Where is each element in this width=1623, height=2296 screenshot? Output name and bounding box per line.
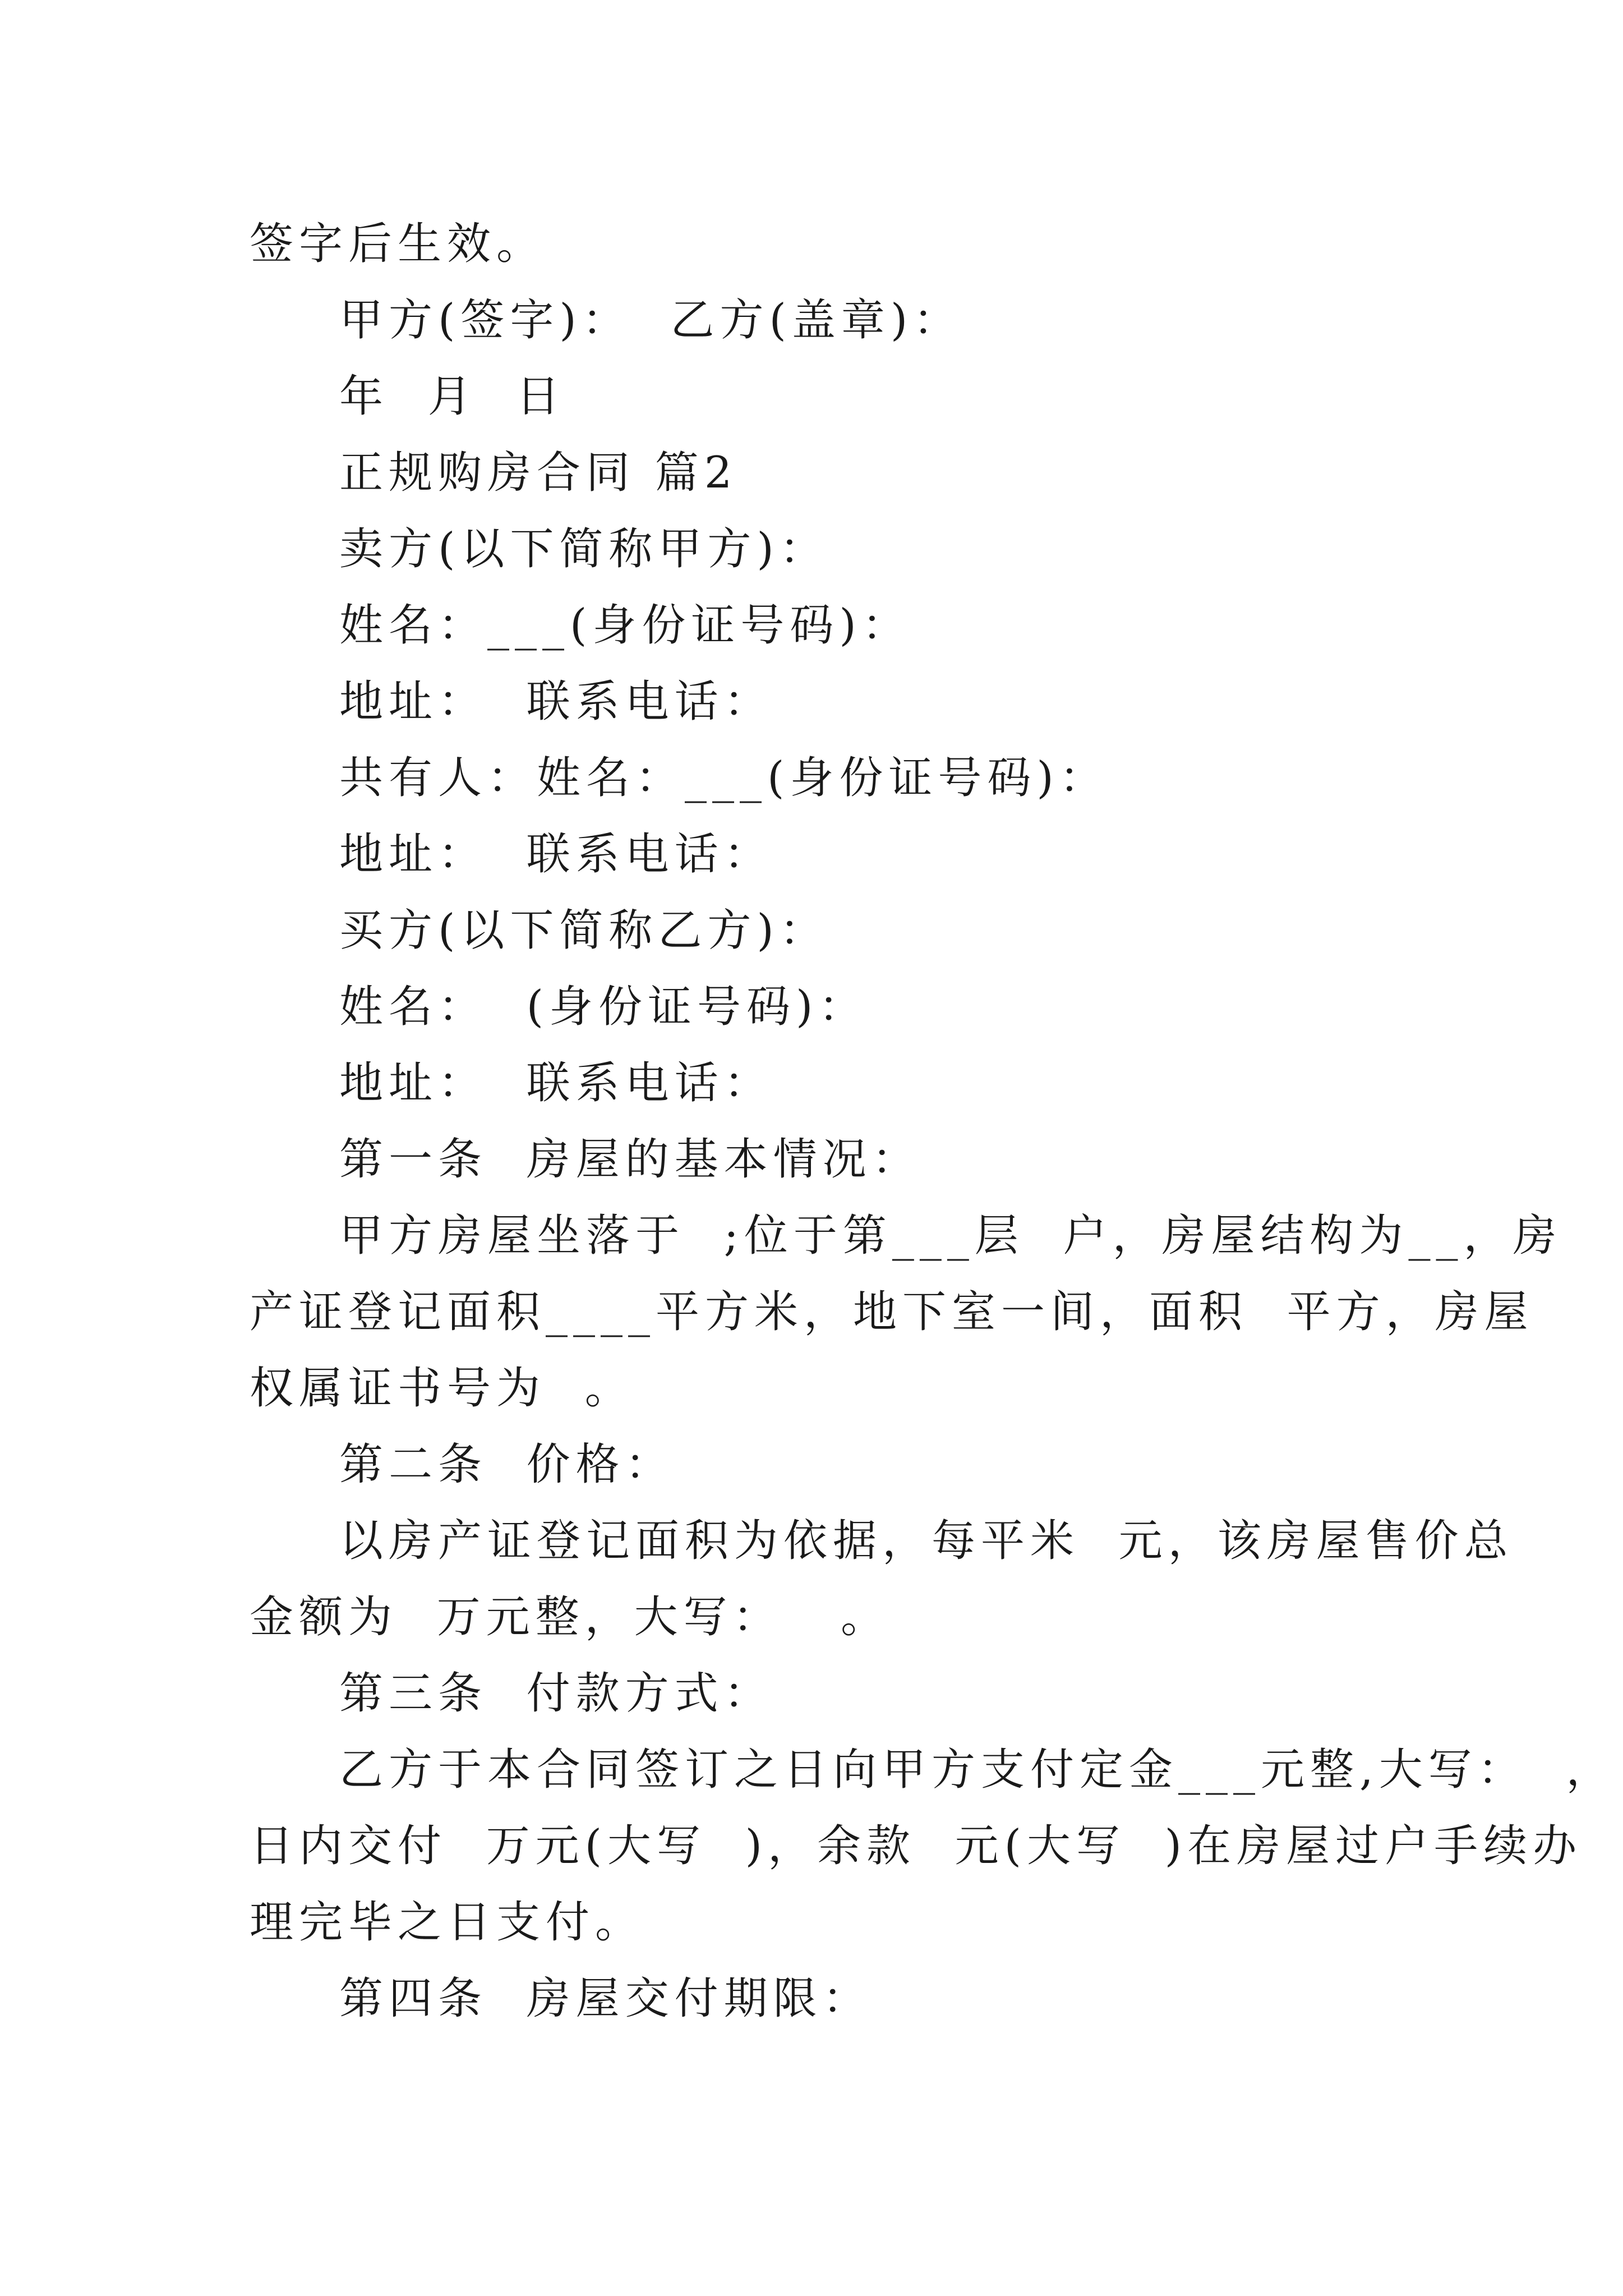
paragraph-line: 甲方房屋坐落于 ;位于第___层 户，房屋结构为__，房 [339,1211,1562,1261]
paragraph-line: 共有人：姓名：___(身份证号码)： [339,753,1109,803]
paragraph-line: 签字后生效。 [250,219,546,269]
paragraph-line: 日内交付 万元(大写 )，余款 元(大写 )在房屋过户手续办 [250,1821,1583,1871]
paragraph-line: 姓名：___(身份证号码)： [339,600,911,651]
paragraph-line: 理完毕之日支付。 [250,1897,645,1948]
article-heading: 第二条 价格： [339,1439,675,1490]
paragraph-line: 地址： 联系电话： [339,677,773,727]
paragraph-line: 地址： 联系电话： [339,1058,773,1108]
paragraph-line: 权属证书号为 。 [250,1363,634,1414]
article-heading: 第三条 付款方式： [339,1668,773,1719]
paragraph-line: 卖方(以下简称甲方)： [339,524,829,574]
paragraph-line: 乙方于本合同签订之日向甲方支付定金___元整,大写： ， [339,1745,1616,1795]
paragraph-line: 金额为 万元整，大写： 。 [250,1592,890,1642]
paragraph-line: 地址： 联系电话： [339,829,773,880]
paragraph-line: 买方(以下简称乙方)： [339,905,829,956]
paragraph-line: 年 月 日 [339,371,566,422]
paragraph-line: 产证登记面积____平方米，地下室一间，面积 平方，房屋 [250,1287,1534,1337]
paragraph-line: 姓名： (身份证号码)： [339,982,868,1032]
paragraph-line: 以房产证登记面积为依据，每平米 元，该房屋售价总 [339,1516,1514,1566]
section-title: 正规购房合同 篇2 [339,448,738,498]
article-heading: 第四条 房屋交付期限： [339,1973,872,2024]
paragraph-line: 甲方(签字)： 乙方(盖章)： [339,295,963,346]
article-heading: 第一条 房屋的基本情况： [339,1134,921,1185]
